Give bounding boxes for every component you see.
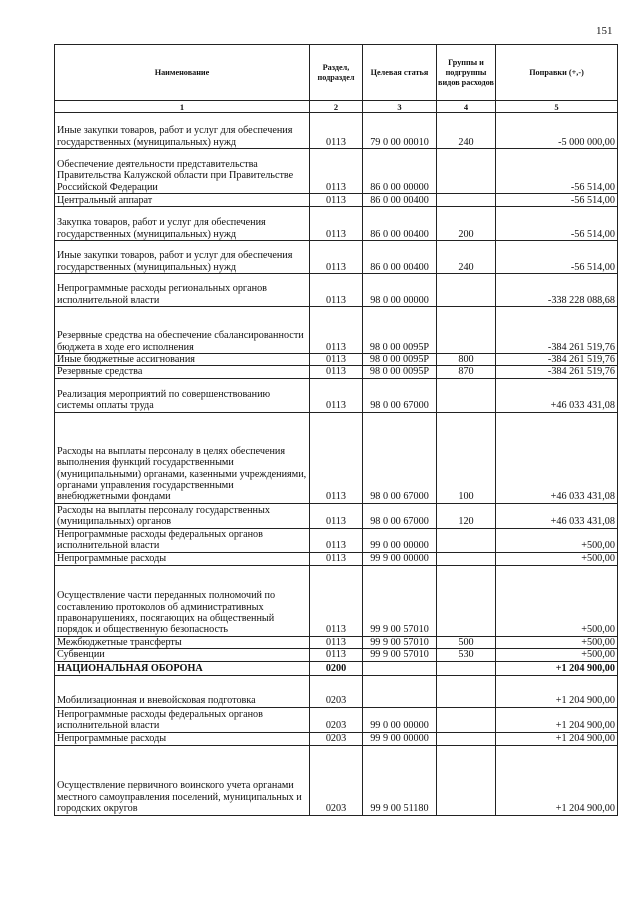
row-name: Непрограммные расходы федеральных органов исполнительной власти xyxy=(55,707,310,732)
table-row xyxy=(55,194,618,207)
table-row xyxy=(55,207,618,241)
row-section: 0113 xyxy=(310,378,363,412)
row-amount: -384 261 519,76 xyxy=(496,354,618,366)
row-section: 0113 xyxy=(310,194,363,207)
table-row xyxy=(55,307,618,354)
table-row xyxy=(55,113,618,149)
row-section: 0113 xyxy=(310,528,363,552)
table-row xyxy=(55,732,618,745)
row-section: 0113 xyxy=(310,307,363,354)
row-group: 800 xyxy=(437,354,496,366)
row-section: 0113 xyxy=(310,649,363,661)
row-amount: -56 514,00 xyxy=(496,207,618,241)
row-target xyxy=(363,675,437,707)
row-amount: -56 514,00 xyxy=(496,241,618,274)
table-row xyxy=(55,552,618,565)
header-section: Раздел, подраздел xyxy=(310,45,363,101)
row-target: 99 9 00 00000 xyxy=(363,732,437,745)
row-group xyxy=(437,307,496,354)
row-group xyxy=(437,745,496,815)
row-target: 99 0 00 00000 xyxy=(363,528,437,552)
row-name: Субвенции xyxy=(55,649,310,661)
row-target: 98 0 00 0095P xyxy=(363,307,437,354)
row-group: 240 xyxy=(437,241,496,274)
row-group: 240 xyxy=(437,113,496,149)
row-amount: +1 204 900,00 xyxy=(496,661,618,675)
row-target: 98 0 00 67000 xyxy=(363,412,437,503)
row-amount: -56 514,00 xyxy=(496,194,618,207)
header-name: Наименование xyxy=(55,45,310,101)
row-group xyxy=(437,675,496,707)
column-number: 3 xyxy=(363,101,437,113)
row-amount: +500,00 xyxy=(496,649,618,661)
row-group xyxy=(437,707,496,732)
table-row xyxy=(55,412,618,503)
table-row xyxy=(55,366,618,378)
table-row xyxy=(55,503,618,528)
table-row xyxy=(55,745,618,815)
row-group: 200 xyxy=(437,207,496,241)
header-amendments: Поправки (+,-) xyxy=(496,45,618,101)
row-name: Резервные средства xyxy=(55,366,310,378)
row-target: 99 0 00 00000 xyxy=(363,707,437,732)
row-group: 870 xyxy=(437,366,496,378)
row-target: 98 0 00 67000 xyxy=(363,378,437,412)
row-name: Иные бюджетные ассигнования xyxy=(55,354,310,366)
row-group xyxy=(437,378,496,412)
table-row xyxy=(55,649,618,661)
header-groups: Группы и подгруппы видов расходов xyxy=(437,45,496,101)
header-target: Целевая статья xyxy=(363,45,437,101)
row-target: 99 9 00 57010 xyxy=(363,565,437,636)
row-name: Межбюджетные трансферты xyxy=(55,636,310,648)
row-target: 86 0 00 00000 xyxy=(363,149,437,194)
row-amount: +1 204 900,00 xyxy=(496,745,618,815)
row-name: Закупка товаров, работ и услуг для обеспечения государственных (муниципальных) нужд xyxy=(55,207,310,241)
row-group xyxy=(437,565,496,636)
row-section: 0113 xyxy=(310,274,363,307)
row-group xyxy=(437,274,496,307)
row-target: 98 0 00 0095P xyxy=(363,354,437,366)
row-target: 99 9 00 00000 xyxy=(363,552,437,565)
row-group xyxy=(437,661,496,675)
row-target: 99 9 00 57010 xyxy=(363,636,437,648)
row-section: 0113 xyxy=(310,565,363,636)
table-row xyxy=(55,661,618,675)
table-row xyxy=(55,528,618,552)
row-amount: -384 261 519,76 xyxy=(496,366,618,378)
row-group xyxy=(437,528,496,552)
row-group: 530 xyxy=(437,649,496,661)
row-name: Осуществление части переданных полномочий по составлению протоколов об административных правонарушениях, посягающих на общественный порядок и общественную безопасность xyxy=(55,565,310,636)
row-target: 86 0 00 00400 xyxy=(363,194,437,207)
row-section: 0113 xyxy=(310,207,363,241)
row-name: Осуществление первичного воинского учета органами местного самоуправления поселений, муниципальных и городских округов xyxy=(55,745,310,815)
row-name: Центральный аппарат xyxy=(55,194,310,207)
row-section: 0113 xyxy=(310,241,363,274)
row-amount: -5 000 000,00 xyxy=(496,113,618,149)
row-amount: +500,00 xyxy=(496,552,618,565)
row-amount: +1 204 900,00 xyxy=(496,732,618,745)
row-section: 0113 xyxy=(310,636,363,648)
row-amount: -384 261 519,76 xyxy=(496,307,618,354)
row-group xyxy=(437,149,496,194)
table-row xyxy=(55,274,618,307)
table-row xyxy=(55,241,618,274)
row-group xyxy=(437,732,496,745)
row-name: Непрограммные расходы региональных органов исполнительной власти xyxy=(55,274,310,307)
page-number: 151 xyxy=(596,25,613,37)
row-name: Непрограммные расходы xyxy=(55,732,310,745)
row-section: 0203 xyxy=(310,707,363,732)
row-group: 120 xyxy=(437,503,496,528)
row-section: 0113 xyxy=(310,113,363,149)
row-section: 0113 xyxy=(310,552,363,565)
row-amount: +1 204 900,00 xyxy=(496,707,618,732)
column-number: 2 xyxy=(310,101,363,113)
row-group xyxy=(437,552,496,565)
row-section: 0113 xyxy=(310,412,363,503)
table-row xyxy=(55,149,618,194)
row-amount: +500,00 xyxy=(496,565,618,636)
row-section: 0203 xyxy=(310,732,363,745)
row-target: 99 9 00 51180 xyxy=(363,745,437,815)
column-number: 5 xyxy=(496,101,618,113)
row-amount: +500,00 xyxy=(496,636,618,648)
row-target: 98 0 00 0095P xyxy=(363,366,437,378)
row-amount: +46 033 431,08 xyxy=(496,503,618,528)
row-name: Расходы на выплаты персоналу государственных (муниципальных) органов xyxy=(55,503,310,528)
table-row xyxy=(55,636,618,648)
header-row xyxy=(55,45,618,101)
row-amount: +46 033 431,08 xyxy=(496,378,618,412)
column-number: 1 xyxy=(55,101,310,113)
row-section: 0113 xyxy=(310,503,363,528)
row-amount: -56 514,00 xyxy=(496,149,618,194)
row-name: Непрограммные расходы xyxy=(55,552,310,565)
row-amount: +46 033 431,08 xyxy=(496,412,618,503)
column-number-row xyxy=(55,101,618,113)
row-section: 0113 xyxy=(310,354,363,366)
table-row xyxy=(55,565,618,636)
row-name: Расходы на выплаты персоналу в целях обеспечения выполнения функций государственными (муниципальными) органами, казенными учреждениями, органами управления государственными внебюджетными фондами xyxy=(55,412,310,503)
row-name: Иные закупки товаров, работ и услуг для обеспечения государственных (муниципальных) нужд xyxy=(55,241,310,274)
row-target xyxy=(363,661,437,675)
row-target: 86 0 00 00400 xyxy=(363,241,437,274)
row-name: Реализация мероприятий по совершенствованию системы оплаты труда xyxy=(55,378,310,412)
column-number: 4 xyxy=(437,101,496,113)
row-target: 98 0 00 00000 xyxy=(363,274,437,307)
row-name: Резервные средства на обеспечение сбалансированности бюджета в ходе его исполнения xyxy=(55,307,310,354)
row-group xyxy=(437,194,496,207)
budget-amendments-table xyxy=(54,44,618,816)
row-name: Обеспечение деятельности представительства Правительства Калужской области при Правительстве Российской Федерации xyxy=(55,149,310,194)
row-group: 100 xyxy=(437,412,496,503)
row-target: 79 0 00 00010 xyxy=(363,113,437,149)
row-section: 0200 xyxy=(310,661,363,675)
row-name: Иные закупки товаров, работ и услуг для обеспечения государственных (муниципальных) нужд xyxy=(55,113,310,149)
row-section: 0113 xyxy=(310,366,363,378)
row-target: 86 0 00 00400 xyxy=(363,207,437,241)
row-name: Непрограммные расходы федеральных органов исполнительной власти xyxy=(55,528,310,552)
table-row xyxy=(55,378,618,412)
row-target: 99 9 00 57010 xyxy=(363,649,437,661)
row-name: НАЦИОНАЛЬНАЯ ОБОРОНА xyxy=(55,661,310,675)
row-target: 98 0 00 67000 xyxy=(363,503,437,528)
row-section: 0203 xyxy=(310,745,363,815)
table-row xyxy=(55,707,618,732)
row-name: Мобилизационная и вневойсковая подготовка xyxy=(55,675,310,707)
table-row xyxy=(55,354,618,366)
row-section: 0203 xyxy=(310,675,363,707)
row-amount: +500,00 xyxy=(496,528,618,552)
row-group: 500 xyxy=(437,636,496,648)
row-amount: +1 204 900,00 xyxy=(496,675,618,707)
table-row xyxy=(55,675,618,707)
row-amount: -338 228 088,68 xyxy=(496,274,618,307)
row-section: 0113 xyxy=(310,149,363,194)
